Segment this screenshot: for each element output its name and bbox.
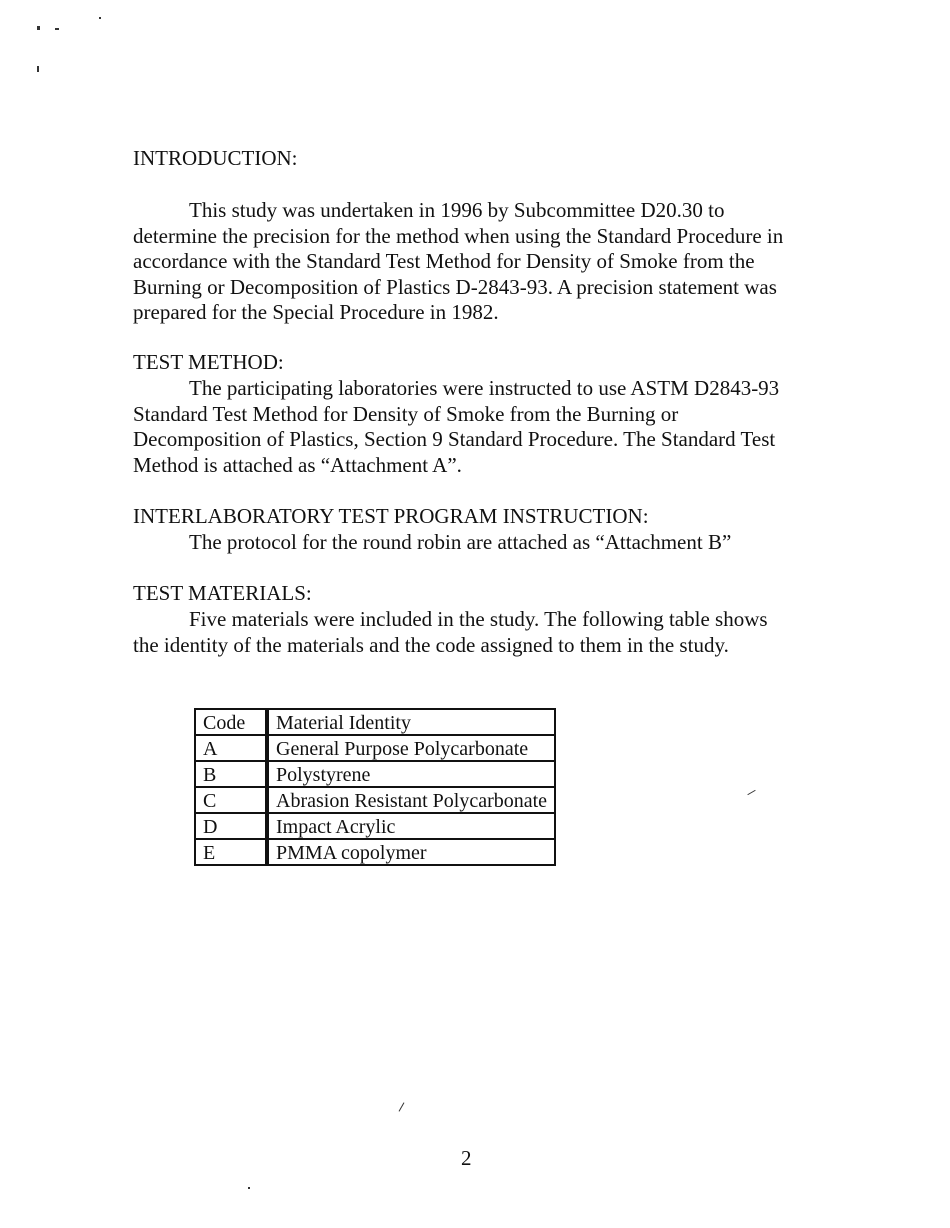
scan-speck xyxy=(399,1102,405,1111)
paragraph-line: Burning or Decomposition of Plastics D-2843-93. A precision statement was xyxy=(133,274,777,299)
code-cell: E xyxy=(195,839,267,865)
paragraph-line: prepared for the Special Procedure in 1982. xyxy=(133,300,499,324)
paragraph-line: the identity of the materials and the code assigned to them in the study. xyxy=(133,632,729,657)
paragraph-line: The participating laboratories were instructed to use ASTM D2843-93 xyxy=(189,376,780,400)
test-materials-paragraph xyxy=(133,607,813,658)
table-row xyxy=(195,813,555,839)
table-header-row xyxy=(195,709,555,735)
paragraph-line: accordance with the Standard Test Method for Density of Smoke from the xyxy=(133,249,755,273)
scan-speck xyxy=(99,17,101,19)
table-row xyxy=(195,761,555,787)
header-code: Code xyxy=(195,709,267,735)
material-cell: Polystyrene xyxy=(267,761,555,787)
paragraph-line: This study was undertaken in 1996 by Subcommittee D20.30 to xyxy=(189,198,725,222)
test-method-paragraph xyxy=(133,376,813,478)
code-cell: C xyxy=(195,787,267,813)
scan-speck xyxy=(55,28,59,30)
scan-speck xyxy=(248,1187,250,1189)
introduction-paragraph xyxy=(133,198,813,326)
interlab-paragraph xyxy=(133,530,813,556)
material-cell: General Purpose Polycarbonate xyxy=(267,735,555,761)
material-cell: Abrasion Resistant Polycarbonate xyxy=(267,787,555,813)
paragraph-line: Standard Test Method for Density of Smoke from the Burning or xyxy=(133,401,679,426)
table-row xyxy=(195,839,555,865)
material-cell: PMMA copolymer xyxy=(267,839,555,865)
code-cell: D xyxy=(195,813,267,839)
materials-table xyxy=(194,708,556,866)
table-row xyxy=(195,787,555,813)
interlab-heading: INTERLABORATORY TEST PROGRAM INSTRUCTION: xyxy=(133,504,649,528)
code-cell: A xyxy=(195,735,267,761)
scan-speck xyxy=(37,66,39,72)
code-cell: B xyxy=(195,761,267,787)
paragraph-line: Five materials were included in the study. The following table shows xyxy=(189,607,768,631)
test-materials-heading: TEST MATERIALS: xyxy=(133,581,312,605)
header-material-identity: Material Identity xyxy=(267,709,555,735)
material-cell: Impact Acrylic xyxy=(267,813,555,839)
paragraph-line: Decomposition of Plastics, Section 9 Standard Procedure. The Standard Test xyxy=(133,427,776,451)
scan-speck xyxy=(747,790,755,795)
introduction-heading: INTRODUCTION: xyxy=(133,146,298,170)
paragraph-line: The protocol for the round robin are attached as “Attachment B” xyxy=(189,530,732,554)
test-method-heading: TEST METHOD: xyxy=(133,350,284,374)
table-row xyxy=(195,735,555,761)
paragraph-line: Method is attached as “Attachment A”. xyxy=(133,452,462,477)
page-number: 2 xyxy=(461,1146,472,1170)
paragraph-line: determine the precision for the method when using the Standard Procedure in xyxy=(133,223,784,248)
scan-speck xyxy=(37,26,40,30)
